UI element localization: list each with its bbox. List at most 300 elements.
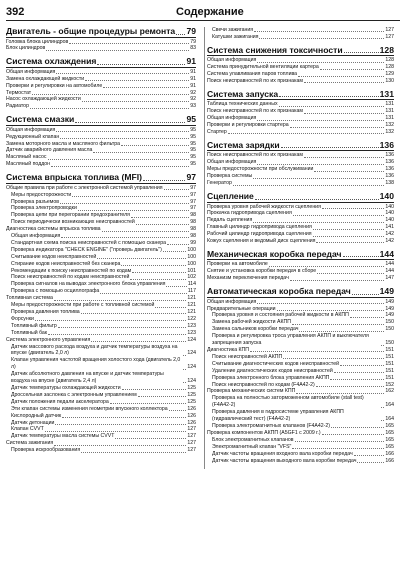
toc-entry[interactable] bbox=[6, 103, 196, 110]
toc-entry[interactable] bbox=[207, 430, 394, 437]
toc-entry-title: Общая информация bbox=[207, 115, 257, 122]
dot-leader bbox=[253, 222, 384, 223]
section-heading[interactable] bbox=[207, 46, 394, 57]
section-heading[interactable] bbox=[207, 250, 394, 261]
header-rule bbox=[6, 20, 400, 21]
section-heading[interactable] bbox=[6, 173, 196, 184]
section-heading[interactable] bbox=[207, 287, 394, 298]
dot-leader bbox=[183, 369, 186, 370]
toc-entry-title: Топливный фильтр bbox=[11, 322, 57, 329]
toc-entry-page: 166 bbox=[385, 450, 394, 457]
toc-entry-title: Общая информация bbox=[207, 57, 257, 64]
toc-entry[interactable] bbox=[6, 392, 196, 399]
toc-entry[interactable] bbox=[207, 78, 394, 85]
toc-entry-title: Поиск неисправностей АКПП bbox=[212, 353, 283, 360]
page-header bbox=[6, 6, 400, 22]
toc-entry-page: 97 bbox=[190, 191, 196, 198]
toc-entry-title: Общая информация bbox=[11, 233, 61, 240]
toc-entry[interactable] bbox=[207, 129, 394, 136]
dot-leader bbox=[320, 69, 385, 70]
toc-entry-page: 144 bbox=[385, 261, 394, 268]
toc-entry-title: Датчик частоты вращения выходного вала коробки передач bbox=[212, 457, 357, 464]
dot-leader bbox=[85, 80, 189, 81]
toc-entry-page: 142 bbox=[385, 231, 394, 238]
dot-leader bbox=[316, 386, 385, 387]
toc-entry-page: 132 bbox=[385, 122, 394, 129]
dot-leader bbox=[143, 180, 185, 181]
dot-leader bbox=[279, 96, 379, 97]
toc-entry-page: 102 bbox=[187, 274, 196, 281]
toc-entry[interactable] bbox=[207, 115, 394, 122]
dot-leader bbox=[295, 441, 385, 442]
toc-entry-title: Клапан CVVT bbox=[11, 426, 44, 433]
dot-leader bbox=[110, 403, 187, 404]
toc-entry-title: Насос охлаждающей жидкости bbox=[6, 96, 81, 103]
toc-section bbox=[207, 141, 394, 187]
toc-entry-page: 138 bbox=[385, 180, 394, 187]
dot-leader bbox=[51, 166, 189, 167]
toc-entry[interactable] bbox=[207, 368, 394, 375]
toc-entry-title: Датчик температуры масла системы CVVT bbox=[11, 433, 115, 440]
toc-entry-page: 128 bbox=[385, 57, 394, 64]
toc-entry[interactable] bbox=[6, 76, 196, 83]
toc-entry[interactable] bbox=[207, 108, 394, 115]
toc-entry-title: Меры предосторожности при работе с топливной системой bbox=[11, 302, 155, 309]
dot-leader bbox=[334, 372, 385, 373]
toc-entry[interactable] bbox=[207, 361, 394, 368]
toc-entry-title: Проверка сигналов на выводах электронного блока управления bbox=[11, 281, 166, 288]
dot-leader bbox=[257, 120, 384, 121]
toc-entry-title: Система улавливания паров топлива bbox=[207, 71, 298, 78]
section-page: 79 bbox=[186, 26, 196, 36]
toc-entry[interactable] bbox=[207, 231, 394, 238]
toc-entry[interactable] bbox=[207, 159, 394, 166]
dot-leader bbox=[121, 265, 186, 266]
section-heading[interactable] bbox=[6, 27, 196, 38]
toc-entry-page: 79 bbox=[190, 38, 196, 45]
toc-entry-title: Проверка цепи при перегорании предохранителя bbox=[11, 212, 130, 219]
toc-entry-title: Проверки и регулировки стартера bbox=[207, 122, 289, 129]
toc-entry-page: 126 bbox=[187, 412, 196, 419]
toc-entry-page: 91 bbox=[190, 82, 196, 89]
toc-entry[interactable] bbox=[207, 268, 394, 275]
toc-entry-page: 165 bbox=[385, 443, 394, 450]
section-page: 97 bbox=[186, 172, 196, 183]
toc-entry-page: 131 bbox=[385, 101, 394, 108]
section-title: Система снижения токсичности bbox=[207, 44, 343, 55]
dot-leader bbox=[279, 106, 385, 107]
toc-entry[interactable] bbox=[207, 27, 394, 34]
dot-leader bbox=[344, 52, 379, 53]
toc-entry-page: 140 bbox=[385, 210, 394, 217]
toc-entry[interactable] bbox=[6, 185, 196, 192]
toc-entry-title: Блок цилиндров bbox=[6, 45, 46, 52]
toc-entry[interactable] bbox=[207, 347, 394, 354]
dot-leader bbox=[61, 237, 189, 238]
toc-entry[interactable] bbox=[6, 413, 196, 420]
toc-entry[interactable] bbox=[207, 382, 394, 389]
toc-entry[interactable] bbox=[6, 337, 196, 344]
toc-entry[interactable] bbox=[207, 375, 394, 382]
dot-leader bbox=[166, 286, 186, 287]
toc-entry[interactable] bbox=[6, 192, 196, 199]
toc-entry-title: Датчик положения педали акселератора bbox=[11, 398, 109, 405]
toc-entry-title: Главный цилиндр гидропривода сцепления bbox=[207, 224, 312, 231]
section-page: 144 bbox=[379, 248, 394, 259]
dot-leader bbox=[69, 43, 189, 44]
dot-leader bbox=[136, 224, 189, 225]
dot-leader bbox=[183, 382, 186, 383]
toc-entry-page: 127 bbox=[187, 440, 196, 447]
toc-entry-title: Рекомендации к поиску неисправностей по кодам bbox=[11, 267, 132, 274]
toc-entry-title: Предварительные операции bbox=[207, 305, 276, 312]
toc-entry[interactable] bbox=[6, 281, 196, 288]
section-heading[interactable] bbox=[6, 57, 196, 68]
toc-entry[interactable] bbox=[207, 238, 394, 245]
toc-entry[interactable] bbox=[207, 210, 394, 217]
toc-entry-title: Поиск неисправностей по кодам (F4A42-2) bbox=[212, 381, 315, 388]
toc-entry[interactable] bbox=[6, 274, 196, 281]
toc-entry-page: 166 bbox=[385, 457, 394, 464]
dot-leader bbox=[81, 452, 186, 453]
dot-leader bbox=[48, 334, 186, 335]
section-heading[interactable] bbox=[207, 141, 394, 152]
toc-entry-title: Стандартная схема поиска неисправностей с помощью сканера bbox=[11, 239, 167, 246]
toc-entry-page: 150 bbox=[385, 319, 394, 326]
toc-entry[interactable] bbox=[207, 437, 394, 444]
dot-leader bbox=[138, 396, 187, 397]
toc-entry-title: Свечи зажигания bbox=[212, 27, 254, 33]
toc-entry[interactable] bbox=[207, 333, 394, 347]
toc-entry-title: Общая информация bbox=[207, 298, 257, 305]
toc-entry[interactable] bbox=[207, 388, 394, 395]
toc-entry[interactable] bbox=[207, 354, 394, 361]
dot-leader bbox=[293, 215, 385, 216]
toc-section bbox=[6, 173, 196, 454]
toc-entry-title: Генератор bbox=[207, 180, 232, 187]
toc-entry[interactable] bbox=[207, 319, 394, 326]
section-heading[interactable] bbox=[207, 192, 394, 203]
toc-entry-page: 91 bbox=[190, 68, 196, 75]
dot-leader bbox=[352, 294, 379, 295]
toc-entry[interactable] bbox=[207, 395, 394, 409]
toc-entry-page: 127 bbox=[187, 426, 196, 433]
section-title: Система запуска bbox=[207, 88, 279, 99]
toc-entry[interactable] bbox=[6, 420, 196, 427]
toc-entry-page: 136 bbox=[385, 166, 394, 173]
dot-leader bbox=[82, 101, 190, 102]
toc-entry-page: 136 bbox=[385, 152, 394, 159]
toc-entry-page: 98 bbox=[190, 233, 196, 240]
toc-entry[interactable] bbox=[207, 180, 394, 187]
toc-entry[interactable] bbox=[207, 451, 394, 458]
toc-entry-page: 149 bbox=[385, 312, 394, 319]
section-title: Сцепление bbox=[207, 191, 254, 201]
toc-entry[interactable] bbox=[6, 440, 196, 447]
section-title: Система охлаждения bbox=[6, 56, 97, 67]
dot-leader bbox=[183, 355, 186, 356]
dot-leader bbox=[75, 122, 185, 123]
toc-entry-page: 151 bbox=[385, 360, 394, 367]
dot-leader bbox=[132, 272, 186, 273]
toc-entry[interactable] bbox=[207, 444, 394, 451]
toc-entry[interactable] bbox=[6, 45, 196, 52]
dot-leader bbox=[283, 358, 384, 359]
toc-entry[interactable] bbox=[207, 173, 394, 180]
section-page: 131 bbox=[379, 88, 394, 99]
toc-section bbox=[207, 90, 394, 136]
section-page: 91 bbox=[186, 56, 196, 67]
toc-left-column bbox=[6, 27, 196, 459]
dot-leader bbox=[259, 38, 384, 39]
toc-entry-page: 126 bbox=[187, 405, 196, 412]
toc-entry-title: Датчик детонации bbox=[11, 419, 55, 426]
toc-entry-title: Эти клапан системы изменения геометрии впускного коллектора bbox=[11, 405, 168, 412]
dot-leader bbox=[54, 445, 186, 446]
dot-leader bbox=[313, 236, 385, 237]
toc-entry[interactable] bbox=[6, 357, 196, 371]
toc-entry-title: Общие правила при работе с электронной системой управления bbox=[6, 184, 163, 191]
section-heading[interactable] bbox=[207, 90, 394, 101]
dot-leader bbox=[48, 159, 190, 160]
toc-entry[interactable] bbox=[207, 34, 394, 41]
toc-entry[interactable] bbox=[6, 39, 196, 46]
dot-leader bbox=[292, 448, 384, 449]
toc-entry-page: 140 bbox=[385, 203, 394, 210]
toc-entry-page: 123 bbox=[187, 329, 196, 336]
toc-entry[interactable] bbox=[207, 204, 394, 211]
dot-leader bbox=[91, 341, 186, 342]
dot-leader bbox=[296, 393, 384, 394]
dot-leader bbox=[313, 229, 385, 230]
dot-leader bbox=[254, 31, 384, 32]
toc-entry[interactable] bbox=[6, 96, 196, 103]
toc-entry-page: 130 bbox=[385, 78, 394, 85]
toc-entry[interactable] bbox=[207, 122, 394, 129]
toc-entry-page: 149 bbox=[385, 298, 394, 305]
toc-entry-page: 124 bbox=[187, 350, 196, 357]
toc-entry-title: Головка блока цилиндров bbox=[6, 38, 69, 45]
toc-entry[interactable] bbox=[6, 199, 196, 206]
section-title: Двигатель - общие процедуры ремонта bbox=[6, 26, 176, 36]
toc-entry[interactable] bbox=[6, 302, 196, 309]
toc-entry-title: Электромагнитный клапан "VFS" bbox=[212, 443, 292, 450]
toc-entry-page: 125 bbox=[187, 398, 196, 405]
toc-entry-title: Замена моторного масла и масляного фильтра bbox=[6, 140, 121, 147]
toc-entry-title: Проверка искрообразования bbox=[11, 447, 81, 454]
toc-entry-page: 152 bbox=[385, 381, 394, 388]
toc-entry-page: 140 bbox=[385, 217, 394, 224]
toc-entry-page: 92 bbox=[190, 96, 196, 103]
toc-entry[interactable] bbox=[6, 233, 196, 240]
dot-leader bbox=[299, 331, 384, 332]
toc-entry[interactable] bbox=[6, 134, 196, 141]
toc-entry-title: Форсунки bbox=[11, 315, 34, 322]
dot-leader bbox=[343, 256, 379, 257]
toc-section bbox=[207, 250, 394, 282]
toc-entry[interactable] bbox=[207, 299, 394, 306]
dot-leader bbox=[58, 327, 187, 328]
toc-entry-page: 98 bbox=[190, 212, 196, 219]
toc-entry-title: Кожух сцепления и ведомый диск сцепления bbox=[207, 238, 316, 245]
dot-leader bbox=[56, 131, 189, 132]
dot-leader bbox=[56, 73, 189, 74]
toc-entry[interactable] bbox=[6, 433, 196, 440]
toc-entry-page: 149 bbox=[385, 305, 394, 312]
toc-entry-title: Проверка разъемов bbox=[11, 198, 59, 205]
dot-leader bbox=[100, 293, 186, 294]
toc-entry[interactable] bbox=[6, 385, 196, 392]
dot-leader bbox=[233, 185, 385, 186]
toc-entry[interactable] bbox=[6, 219, 196, 226]
toc-entry-page: 164 bbox=[385, 416, 394, 423]
toc-entry-page: 127 bbox=[187, 433, 196, 440]
dot-leader bbox=[131, 217, 189, 218]
toc-entry[interactable] bbox=[6, 316, 196, 323]
toc-entry[interactable] bbox=[6, 323, 196, 330]
toc-entry-title: Замена рабочей жидкости АКПП bbox=[212, 319, 291, 326]
dot-leader bbox=[103, 87, 189, 88]
dot-leader bbox=[253, 178, 384, 179]
dot-leader bbox=[164, 189, 190, 190]
dot-leader bbox=[257, 164, 384, 165]
toc-entry-title: Проверка электропроводки bbox=[11, 205, 77, 212]
dot-leader bbox=[167, 244, 189, 245]
toc-entry[interactable] bbox=[6, 309, 196, 316]
toc-entry-title: Меры предосторожности bbox=[11, 191, 72, 198]
toc-entry[interactable] bbox=[207, 64, 394, 71]
toc-entry-title: Термостат bbox=[6, 89, 32, 96]
toc-entry-page: 95 bbox=[190, 140, 196, 147]
dot-leader bbox=[97, 64, 185, 65]
dot-leader bbox=[45, 431, 187, 432]
toc-entry[interactable] bbox=[207, 152, 394, 159]
toc-entry[interactable] bbox=[6, 240, 196, 247]
dot-leader bbox=[176, 34, 185, 35]
dot-leader bbox=[269, 266, 385, 267]
dot-leader bbox=[304, 157, 384, 158]
toc-entry[interactable] bbox=[6, 83, 196, 90]
toc-entry[interactable] bbox=[6, 371, 196, 385]
page-number: 392 bbox=[6, 6, 25, 18]
toc-entry-page: 150 bbox=[385, 326, 394, 333]
toc-entry-title: Поиск неисправностей по их признакам bbox=[207, 78, 303, 85]
toc-entry[interactable] bbox=[6, 254, 196, 261]
toc-entry[interactable] bbox=[6, 447, 196, 454]
dot-leader bbox=[60, 138, 189, 139]
dot-leader bbox=[317, 273, 384, 274]
toc-entry-title: Проверка электронного блока управления АКПП bbox=[212, 374, 330, 381]
toc-entry[interactable] bbox=[6, 344, 196, 358]
toc-section bbox=[6, 57, 196, 110]
toc-entry[interactable] bbox=[6, 406, 196, 413]
dot-leader bbox=[115, 438, 186, 439]
dot-leader bbox=[250, 351, 384, 352]
toc-entry[interactable] bbox=[207, 423, 394, 430]
toc-entry-page: 92 bbox=[190, 89, 196, 96]
section-page: 149 bbox=[379, 286, 394, 297]
toc-entry-title: Редукционный клапан bbox=[6, 133, 60, 140]
toc-entry-page: 99 bbox=[190, 239, 196, 246]
toc-entry[interactable] bbox=[6, 247, 196, 254]
toc-entry[interactable] bbox=[6, 127, 196, 134]
toc-entry-page: 125 bbox=[187, 384, 196, 391]
dot-leader bbox=[121, 145, 189, 146]
toc-entry[interactable] bbox=[6, 288, 196, 295]
toc-entry[interactable] bbox=[6, 161, 196, 168]
toc-entry-title: Система принудительной вентиляции картера bbox=[207, 64, 319, 71]
toc-entry[interactable] bbox=[207, 261, 394, 268]
toc-entry-title: Датчик массового расхода воздуха и датчик температуры воздуха на впуске (двигатель 2,0 л) bbox=[11, 343, 178, 357]
dot-leader bbox=[290, 280, 385, 281]
toc-entry[interactable] bbox=[207, 275, 394, 282]
toc-entry[interactable] bbox=[6, 226, 196, 233]
toc-section bbox=[207, 287, 394, 464]
toc-entry-page: 127 bbox=[187, 447, 196, 454]
toc-entry-title: Проверка уровня и состояния рабочей жидкости в АКПП bbox=[212, 312, 349, 319]
toc-entry-page: 98 bbox=[190, 219, 196, 226]
section-page: 128 bbox=[379, 44, 394, 55]
section-title: Автоматическая коробка передач bbox=[207, 286, 351, 297]
toc-entry[interactable] bbox=[6, 69, 196, 76]
dot-leader bbox=[72, 196, 189, 197]
toc-entry[interactable] bbox=[207, 166, 394, 173]
toc-entry-title: Удаление диагностических кодов неисправностей bbox=[212, 367, 333, 374]
toc-entry-page: 123 bbox=[187, 322, 196, 329]
toc-entry-title: Проверка индикатора "CHECK ENGINE" ("проверь двигатель") bbox=[11, 246, 162, 253]
toc-entry[interactable] bbox=[207, 326, 394, 333]
toc-entry[interactable] bbox=[6, 205, 196, 212]
toc-entry-page: 165 bbox=[385, 436, 394, 443]
toc-entry[interactable] bbox=[207, 409, 394, 423]
toc-entry-title: Общая информация bbox=[6, 126, 56, 133]
toc-entry-page: 147 bbox=[385, 275, 394, 282]
toc-entry-title: Поиск неисправностей по кодам неисправностей bbox=[11, 274, 130, 281]
toc-entry-title: Радиатор bbox=[6, 103, 29, 110]
toc-entry-page: 100 bbox=[187, 253, 196, 260]
toc-entry-page: 97 bbox=[190, 198, 196, 205]
toc-entry-title: Система электронного управления bbox=[6, 336, 91, 343]
toc-entry-page: 100 bbox=[187, 260, 196, 267]
toc-entry-title: Снятие и установка коробки передач в сборе bbox=[207, 268, 317, 275]
toc-entry[interactable] bbox=[207, 71, 394, 78]
toc-entry-page: 164 bbox=[385, 402, 394, 409]
dot-leader bbox=[357, 462, 384, 463]
toc-entry-title: Масляный поддон bbox=[6, 161, 51, 168]
toc-entry[interactable] bbox=[6, 261, 196, 268]
dot-leader bbox=[304, 82, 384, 83]
toc-entry-title: Стирание кодов неисправностей без сканера bbox=[11, 260, 121, 267]
toc-entry[interactable] bbox=[6, 399, 196, 406]
dot-leader bbox=[54, 300, 186, 301]
toc-entry[interactable] bbox=[6, 426, 196, 433]
dot-leader bbox=[122, 389, 187, 390]
dot-leader bbox=[340, 365, 384, 366]
section-heading[interactable] bbox=[6, 115, 196, 126]
toc-entry-page: 97 bbox=[190, 184, 196, 191]
toc-entry-page: 101 bbox=[187, 267, 196, 274]
toc-entry-title: Замена сальников коробки передач bbox=[212, 326, 299, 333]
toc-entry-title: Масляный насос bbox=[6, 154, 47, 161]
toc-entry-page: 127 bbox=[385, 27, 394, 33]
dot-leader bbox=[322, 434, 385, 435]
dot-leader bbox=[35, 320, 186, 321]
toc-entry-page: 131 bbox=[385, 108, 394, 115]
toc-entry[interactable] bbox=[6, 330, 196, 337]
toc-entry[interactable] bbox=[207, 458, 394, 465]
toc-entry-title: Общая информация bbox=[207, 159, 257, 166]
toc-section bbox=[6, 115, 196, 168]
